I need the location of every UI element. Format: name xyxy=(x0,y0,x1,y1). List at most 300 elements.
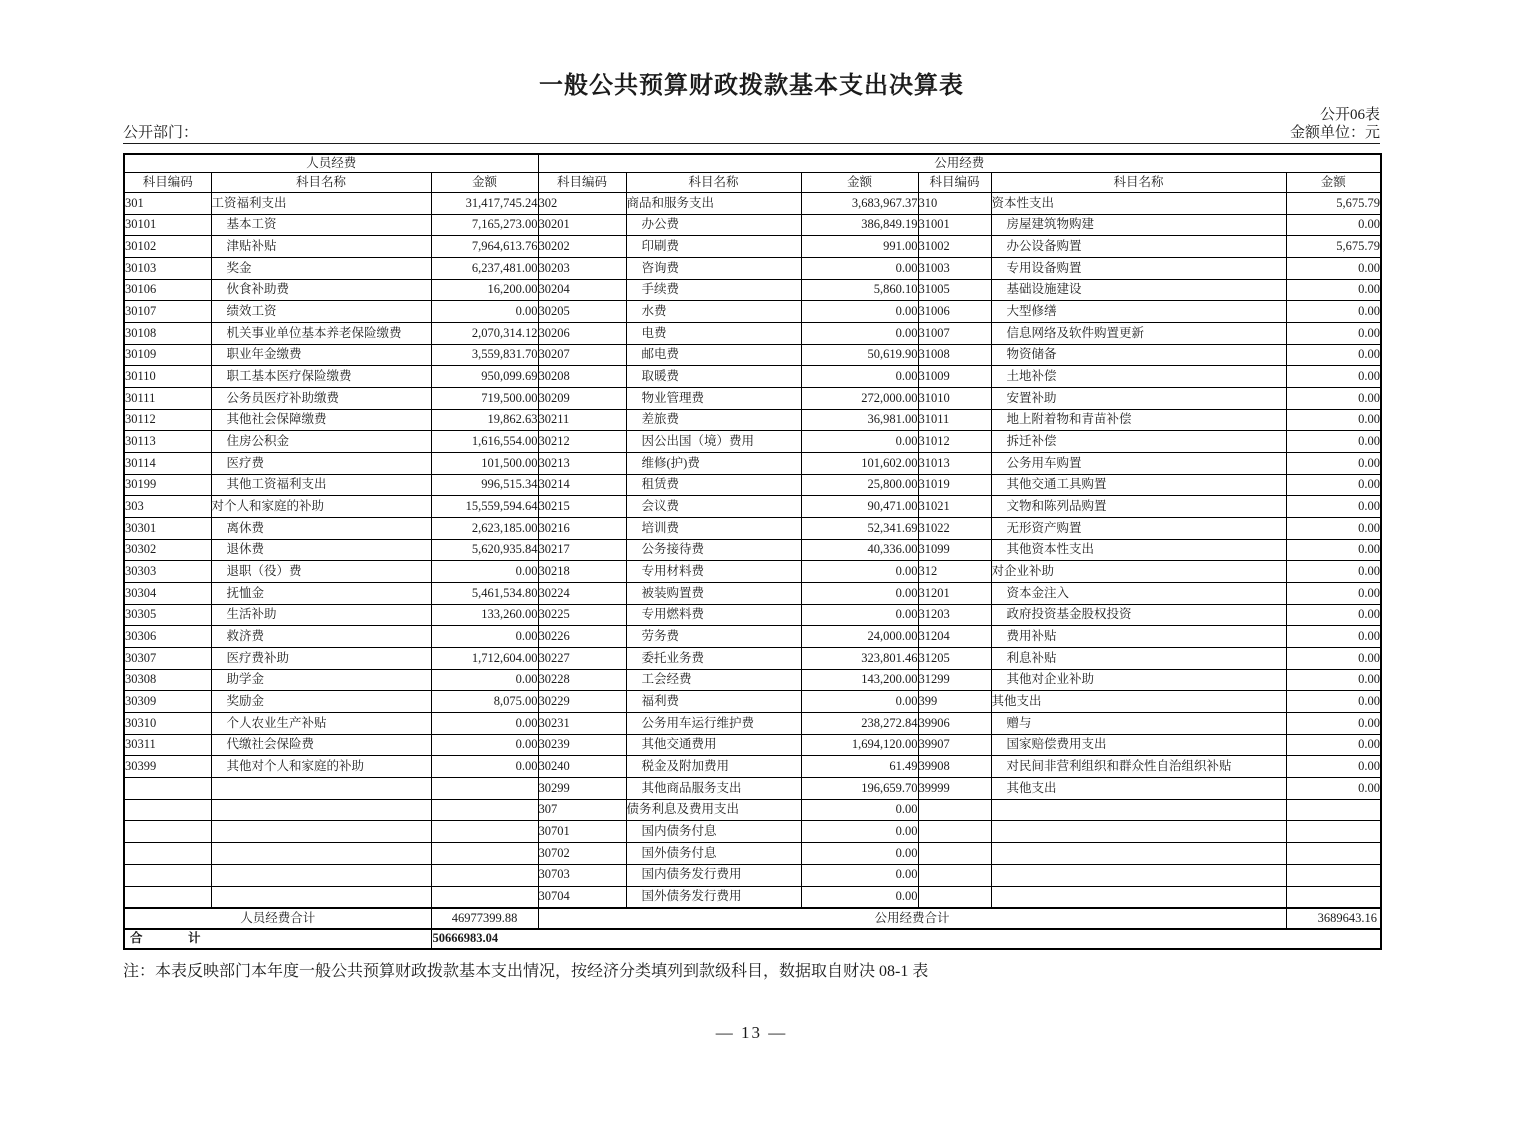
subject-name: 取暖费 xyxy=(626,366,801,388)
subject-amount: 0.00 xyxy=(801,886,918,908)
subject-amount xyxy=(431,821,538,843)
subject-name: 电费 xyxy=(626,323,801,345)
subject-name xyxy=(991,886,1286,908)
subject-code: 30231 xyxy=(538,713,626,735)
subject-code: 30214 xyxy=(538,474,626,496)
subject-code: 30206 xyxy=(538,323,626,345)
subject-name: 物业管理费 xyxy=(626,388,801,410)
table-row xyxy=(124,539,1381,561)
subject-code: 30217 xyxy=(538,539,626,561)
subject-name: 国外债务发行费用 xyxy=(626,886,801,908)
subject-name: 伙食补助费 xyxy=(211,279,431,301)
subject-code: 30109 xyxy=(124,344,211,366)
column-header: 科目名称 xyxy=(991,173,1286,193)
subject-code: 31022 xyxy=(918,518,991,540)
subject-amount xyxy=(431,864,538,886)
subject-amount: 0.00 xyxy=(801,843,918,865)
subject-name xyxy=(991,821,1286,843)
subject-amount: 0.00 xyxy=(801,323,918,345)
subject-name: 拆迁补偿 xyxy=(991,431,1286,453)
subject-name: 代缴社会保险费 xyxy=(211,734,431,756)
subject-name: 抚恤金 xyxy=(211,583,431,605)
subject-code: 30305 xyxy=(124,604,211,626)
subject-name: 差旅费 xyxy=(626,409,801,431)
subject-code: 31099 xyxy=(918,539,991,561)
subject-amount: 3,559,831.70 xyxy=(431,344,538,366)
subject-code: 30108 xyxy=(124,323,211,345)
subject-amount xyxy=(431,843,538,865)
subject-name: 奖励金 xyxy=(211,691,431,713)
subject-name: 培训费 xyxy=(626,518,801,540)
subject-amount: 0.00 xyxy=(1286,778,1381,800)
subject-name: 职业年金缴费 xyxy=(211,344,431,366)
subject-code: 31010 xyxy=(918,388,991,410)
subject-amount: 950,099.69 xyxy=(431,366,538,388)
subject-amount: 2,623,185.00 xyxy=(431,518,538,540)
subject-amount xyxy=(431,778,538,800)
subject-name: 公务员医疗补助缴费 xyxy=(211,388,431,410)
table-row xyxy=(124,756,1381,778)
subject-name: 住房公积金 xyxy=(211,431,431,453)
subject-amount: 36,981.00 xyxy=(801,409,918,431)
subject-amount: 15,559,594.64 xyxy=(431,496,538,518)
subject-amount: 0.00 xyxy=(1286,518,1381,540)
subject-amount: 0.00 xyxy=(1286,648,1381,670)
subject-code: 31007 xyxy=(918,323,991,345)
subject-code xyxy=(124,886,211,908)
subject-name xyxy=(991,864,1286,886)
subject-code: 30307 xyxy=(124,648,211,670)
subject-amount: 0.00 xyxy=(1286,214,1381,236)
subject-name: 其他交通费用 xyxy=(626,734,801,756)
grand-total-label: 合 计 xyxy=(124,929,431,949)
subject-name: 其他社会保障缴费 xyxy=(211,409,431,431)
subject-amount: 0.00 xyxy=(431,669,538,691)
subject-amount: 40,336.00 xyxy=(801,539,918,561)
subject-code: 31013 xyxy=(918,453,991,475)
document-page xyxy=(123,70,1380,1043)
subject-name: 办公设备购置 xyxy=(991,236,1286,258)
subject-amount: 0.00 xyxy=(1286,669,1381,691)
subject-amount: 0.00 xyxy=(1286,539,1381,561)
subject-amount: 996,515.34 xyxy=(431,474,538,496)
subject-amount: 0.00 xyxy=(1286,453,1381,475)
subject-name: 委托业务费 xyxy=(626,648,801,670)
subject-name: 物资储备 xyxy=(991,344,1286,366)
subject-code: 30107 xyxy=(124,301,211,323)
subject-amount: 0.00 xyxy=(801,561,918,583)
subject-name: 其他支出 xyxy=(991,691,1286,713)
page-number: — 13 — xyxy=(715,1023,788,1043)
subject-code xyxy=(918,864,991,886)
table-body xyxy=(124,193,1381,909)
table-row xyxy=(124,301,1381,323)
group-header-personnel: 人员经费 xyxy=(124,154,538,173)
column-header: 科目编码 xyxy=(538,173,626,193)
subject-name: 国内债务付息 xyxy=(626,821,801,843)
subject-name: 生活补助 xyxy=(211,604,431,626)
subject-name: 水费 xyxy=(626,301,801,323)
column-header: 科目名称 xyxy=(211,173,431,193)
subject-code: 30303 xyxy=(124,561,211,583)
subject-amount: 0.00 xyxy=(1286,366,1381,388)
subject-amount: 0.00 xyxy=(431,713,538,735)
subject-code: 30199 xyxy=(124,474,211,496)
subject-code: 30228 xyxy=(538,669,626,691)
subject-amount: 0.00 xyxy=(801,583,918,605)
subject-code: 30106 xyxy=(124,279,211,301)
subject-amount: 8,075.00 xyxy=(431,691,538,713)
table-row xyxy=(124,778,1381,800)
subject-code: 30203 xyxy=(538,258,626,280)
subject-name: 利息补贴 xyxy=(991,648,1286,670)
personnel-subtotal-amount: 46977399.88 xyxy=(431,908,538,929)
subject-code: 302 xyxy=(538,193,626,215)
subject-amount: 3,683,967.37 xyxy=(801,193,918,215)
subject-amount: 0.00 xyxy=(801,604,918,626)
subject-amount xyxy=(431,799,538,821)
subject-code xyxy=(918,821,991,843)
subject-code xyxy=(124,799,211,821)
subject-code: 31021 xyxy=(918,496,991,518)
subject-name: 退职（役）费 xyxy=(211,561,431,583)
subject-code: 30304 xyxy=(124,583,211,605)
subject-code: 31203 xyxy=(918,604,991,626)
table-row xyxy=(124,843,1381,865)
subject-code: 30240 xyxy=(538,756,626,778)
subject-amount: 5,461,534.80 xyxy=(431,583,538,605)
subject-amount: 143,200.00 xyxy=(801,669,918,691)
subject-code: 30239 xyxy=(538,734,626,756)
subject-amount: 0.00 xyxy=(801,258,918,280)
subject-name: 其他交通工具购置 xyxy=(991,474,1286,496)
subject-code: 31012 xyxy=(918,431,991,453)
subject-name: 退休费 xyxy=(211,539,431,561)
subject-name: 因公出国（境）费用 xyxy=(626,431,801,453)
subject-amount: 0.00 xyxy=(801,864,918,886)
subject-amount: 0.00 xyxy=(431,734,538,756)
subject-amount: 1,694,120.00 xyxy=(801,734,918,756)
personnel-subtotal-label: 人员经费合计 xyxy=(124,908,431,929)
table-row xyxy=(124,431,1381,453)
subject-code: 30399 xyxy=(124,756,211,778)
subject-name xyxy=(211,886,431,908)
meta-row xyxy=(123,124,1380,144)
subject-code: 31001 xyxy=(918,214,991,236)
table-row xyxy=(124,583,1381,605)
subject-amount xyxy=(1286,886,1381,908)
subject-name: 税金及附加费用 xyxy=(626,756,801,778)
subject-amount: 272,000.00 xyxy=(801,388,918,410)
subtotal-row xyxy=(124,908,1381,929)
subject-code: 30226 xyxy=(538,626,626,648)
subject-code: 31008 xyxy=(918,344,991,366)
subject-name: 大型修缮 xyxy=(991,301,1286,323)
table-row xyxy=(124,214,1381,236)
subject-code: 31011 xyxy=(918,409,991,431)
subject-name xyxy=(211,778,431,800)
subject-code: 39999 xyxy=(918,778,991,800)
column-header: 科目编码 xyxy=(124,173,211,193)
grand-total-amount: 50666983.04 xyxy=(431,929,1381,949)
table-row xyxy=(124,193,1381,215)
subject-name: 其他资本性支出 xyxy=(991,539,1286,561)
subject-amount: 1,712,604.00 xyxy=(431,648,538,670)
table-row xyxy=(124,626,1381,648)
subject-code: 30201 xyxy=(538,214,626,236)
subject-code: 30227 xyxy=(538,648,626,670)
subject-name: 职工基本医疗保险缴费 xyxy=(211,366,431,388)
subject-code: 30308 xyxy=(124,669,211,691)
table-row xyxy=(124,734,1381,756)
table-row xyxy=(124,258,1381,280)
table-row xyxy=(124,604,1381,626)
subject-amount: 50,619.90 xyxy=(801,344,918,366)
subject-amount: 5,675.79 xyxy=(1286,236,1381,258)
subject-name: 医疗费 xyxy=(211,453,431,475)
subject-amount: 101,500.00 xyxy=(431,453,538,475)
subject-code: 30207 xyxy=(538,344,626,366)
subject-code xyxy=(124,864,211,886)
table-row xyxy=(124,518,1381,540)
budget-table xyxy=(123,153,1382,950)
subject-code: 30218 xyxy=(538,561,626,583)
table-row xyxy=(124,799,1381,821)
subject-amount: 101,602.00 xyxy=(801,453,918,475)
subject-name: 国外债务付息 xyxy=(626,843,801,865)
subject-amount: 19,862.63 xyxy=(431,409,538,431)
subject-amount: 0.00 xyxy=(1286,323,1381,345)
subject-name: 其他商品服务支出 xyxy=(626,778,801,800)
subject-code: 30204 xyxy=(538,279,626,301)
subject-code: 30224 xyxy=(538,583,626,605)
subject-code: 31201 xyxy=(918,583,991,605)
table-header xyxy=(124,154,1381,193)
subject-amount: 0.00 xyxy=(431,756,538,778)
subject-name: 专用材料费 xyxy=(626,561,801,583)
table-row xyxy=(124,821,1381,843)
subject-name: 手续费 xyxy=(626,279,801,301)
column-header-row xyxy=(124,173,1381,193)
subject-code: 30208 xyxy=(538,366,626,388)
table-row xyxy=(124,496,1381,518)
subject-name: 福利费 xyxy=(626,691,801,713)
subject-amount xyxy=(1286,864,1381,886)
subject-name xyxy=(991,799,1286,821)
subject-name: 被装购置费 xyxy=(626,583,801,605)
subject-code: 30103 xyxy=(124,258,211,280)
subject-amount: 323,801.46 xyxy=(801,648,918,670)
subject-amount: 386,849.19 xyxy=(801,214,918,236)
subject-amount: 0.00 xyxy=(1286,713,1381,735)
subject-name: 其他对企业补助 xyxy=(991,669,1286,691)
subject-name: 工资福利支出 xyxy=(211,193,431,215)
subject-name: 对民间非营利组织和群众性自治组织补贴 xyxy=(991,756,1286,778)
subject-name: 费用补贴 xyxy=(991,626,1286,648)
subject-name: 邮电费 xyxy=(626,344,801,366)
subject-amount xyxy=(1286,799,1381,821)
subject-amount xyxy=(431,886,538,908)
subject-code: 30110 xyxy=(124,366,211,388)
subject-amount: 0.00 xyxy=(431,561,538,583)
subject-code: 30211 xyxy=(538,409,626,431)
grand-total-row xyxy=(124,929,1381,949)
table-totals xyxy=(124,908,1381,949)
subject-name: 专用设备购置 xyxy=(991,258,1286,280)
table-row xyxy=(124,864,1381,886)
unit-label: 金额单位：元 xyxy=(1289,125,1380,141)
subject-amount: 0.00 xyxy=(801,821,918,843)
subject-amount: 0.00 xyxy=(1286,409,1381,431)
subject-name: 咨询费 xyxy=(626,258,801,280)
subject-amount: 0.00 xyxy=(1286,496,1381,518)
subject-name: 个人农业生产补贴 xyxy=(211,713,431,735)
subject-name: 印刷费 xyxy=(626,236,801,258)
subject-code: 30209 xyxy=(538,388,626,410)
subject-name: 国内债务发行费用 xyxy=(626,864,801,886)
subject-code: 30306 xyxy=(124,626,211,648)
column-header: 金额 xyxy=(431,173,538,193)
subject-name: 救济费 xyxy=(211,626,431,648)
subject-name: 工会经费 xyxy=(626,669,801,691)
subject-code: 39906 xyxy=(918,713,991,735)
subject-code: 31019 xyxy=(918,474,991,496)
table-row xyxy=(124,691,1381,713)
subject-amount: 52,341.69 xyxy=(801,518,918,540)
subject-name: 专用燃料费 xyxy=(626,604,801,626)
subject-code: 31009 xyxy=(918,366,991,388)
subject-name: 土地补偿 xyxy=(991,366,1286,388)
subject-name xyxy=(211,864,431,886)
subject-code: 30101 xyxy=(124,214,211,236)
table-row xyxy=(124,388,1381,410)
subject-name: 政府投资基金股权投资 xyxy=(991,604,1286,626)
subject-code: 30302 xyxy=(124,539,211,561)
subject-amount: 16,200.00 xyxy=(431,279,538,301)
subject-code: 31006 xyxy=(918,301,991,323)
subject-name: 对企业补助 xyxy=(991,561,1286,583)
subject-amount: 0.00 xyxy=(1286,734,1381,756)
subject-name: 奖金 xyxy=(211,258,431,280)
subject-amount: 991.00 xyxy=(801,236,918,258)
subject-amount: 0.00 xyxy=(801,301,918,323)
subject-name: 无形资产购置 xyxy=(991,518,1286,540)
subject-amount: 5,675.79 xyxy=(1286,193,1381,215)
subject-code: 31005 xyxy=(918,279,991,301)
subject-name: 公务用车运行维护费 xyxy=(626,713,801,735)
subject-amount: 238,272.84 xyxy=(801,713,918,735)
subject-name: 资本性支出 xyxy=(991,193,1286,215)
subject-name: 公务用车购置 xyxy=(991,453,1286,475)
subject-name: 维修(护)费 xyxy=(626,453,801,475)
subject-amount: 196,659.70 xyxy=(801,778,918,800)
subject-name: 房屋建筑物购建 xyxy=(991,214,1286,236)
subject-amount: 0.00 xyxy=(1286,583,1381,605)
subject-code: 30703 xyxy=(538,864,626,886)
subject-amount: 0.00 xyxy=(1286,258,1381,280)
subject-name xyxy=(211,799,431,821)
subject-name: 对个人和家庭的补助 xyxy=(211,496,431,518)
subject-name: 会议费 xyxy=(626,496,801,518)
subject-name: 离休费 xyxy=(211,518,431,540)
subject-amount: 90,471.00 xyxy=(801,496,918,518)
subject-amount: 0.00 xyxy=(1286,279,1381,301)
subject-name: 赠与 xyxy=(991,713,1286,735)
subject-code: 312 xyxy=(918,561,991,583)
subject-amount: 0.00 xyxy=(1286,301,1381,323)
subject-name: 地上附着物和青苗补偿 xyxy=(991,409,1286,431)
subject-code: 30216 xyxy=(538,518,626,540)
subject-code: 30310 xyxy=(124,713,211,735)
subject-code: 30114 xyxy=(124,453,211,475)
subject-name: 劳务费 xyxy=(626,626,801,648)
subject-amount: 0.00 xyxy=(801,431,918,453)
subject-name: 公务接待费 xyxy=(626,539,801,561)
column-header: 金额 xyxy=(1286,173,1381,193)
subject-name xyxy=(211,843,431,865)
subject-amount: 133,260.00 xyxy=(431,604,538,626)
subject-amount: 25,800.00 xyxy=(801,474,918,496)
table-row xyxy=(124,648,1381,670)
subject-code: 30704 xyxy=(538,886,626,908)
subject-code: 30311 xyxy=(124,734,211,756)
subject-amount xyxy=(1286,821,1381,843)
table-row xyxy=(124,344,1381,366)
subject-amount: 0.00 xyxy=(1286,561,1381,583)
subject-amount: 2,070,314.12 xyxy=(431,323,538,345)
subject-code xyxy=(124,843,211,865)
subject-name: 国家赔偿费用支出 xyxy=(991,734,1286,756)
subject-code: 30301 xyxy=(124,518,211,540)
subject-name: 绩效工资 xyxy=(211,301,431,323)
subject-code: 31205 xyxy=(918,648,991,670)
subject-code: 30701 xyxy=(538,821,626,843)
table-row xyxy=(124,409,1381,431)
table-row xyxy=(124,561,1381,583)
subject-code: 307 xyxy=(538,799,626,821)
subject-amount: 6,237,481.00 xyxy=(431,258,538,280)
column-header: 金额 xyxy=(801,173,918,193)
subject-name: 医疗费补助 xyxy=(211,648,431,670)
subject-code: 30215 xyxy=(538,496,626,518)
subject-code: 30299 xyxy=(538,778,626,800)
public-subtotal-label: 公用经费合计 xyxy=(538,908,1286,929)
subject-amount: 0.00 xyxy=(1286,388,1381,410)
table-row xyxy=(124,713,1381,735)
subject-code: 31299 xyxy=(918,669,991,691)
subject-name: 机关事业单位基本养老保险缴费 xyxy=(211,323,431,345)
subject-amount: 1,616,554.00 xyxy=(431,431,538,453)
subject-amount: 0.00 xyxy=(1286,344,1381,366)
subject-code: 303 xyxy=(124,496,211,518)
subject-name: 津贴补贴 xyxy=(211,236,431,258)
subject-name: 助学金 xyxy=(211,669,431,691)
subject-name xyxy=(991,843,1286,865)
subject-amount: 5,620,935.84 xyxy=(431,539,538,561)
subject-code xyxy=(124,778,211,800)
subject-code: 31003 xyxy=(918,258,991,280)
subject-code: 30213 xyxy=(538,453,626,475)
column-header: 科目名称 xyxy=(626,173,801,193)
subject-code: 30212 xyxy=(538,431,626,453)
subject-amount xyxy=(1286,843,1381,865)
subject-code: 30225 xyxy=(538,604,626,626)
subject-name xyxy=(211,821,431,843)
table-row xyxy=(124,453,1381,475)
table-number: 公开06表 xyxy=(1319,107,1380,123)
subject-amount: 0.00 xyxy=(1286,431,1381,453)
subject-code: 30702 xyxy=(538,843,626,865)
